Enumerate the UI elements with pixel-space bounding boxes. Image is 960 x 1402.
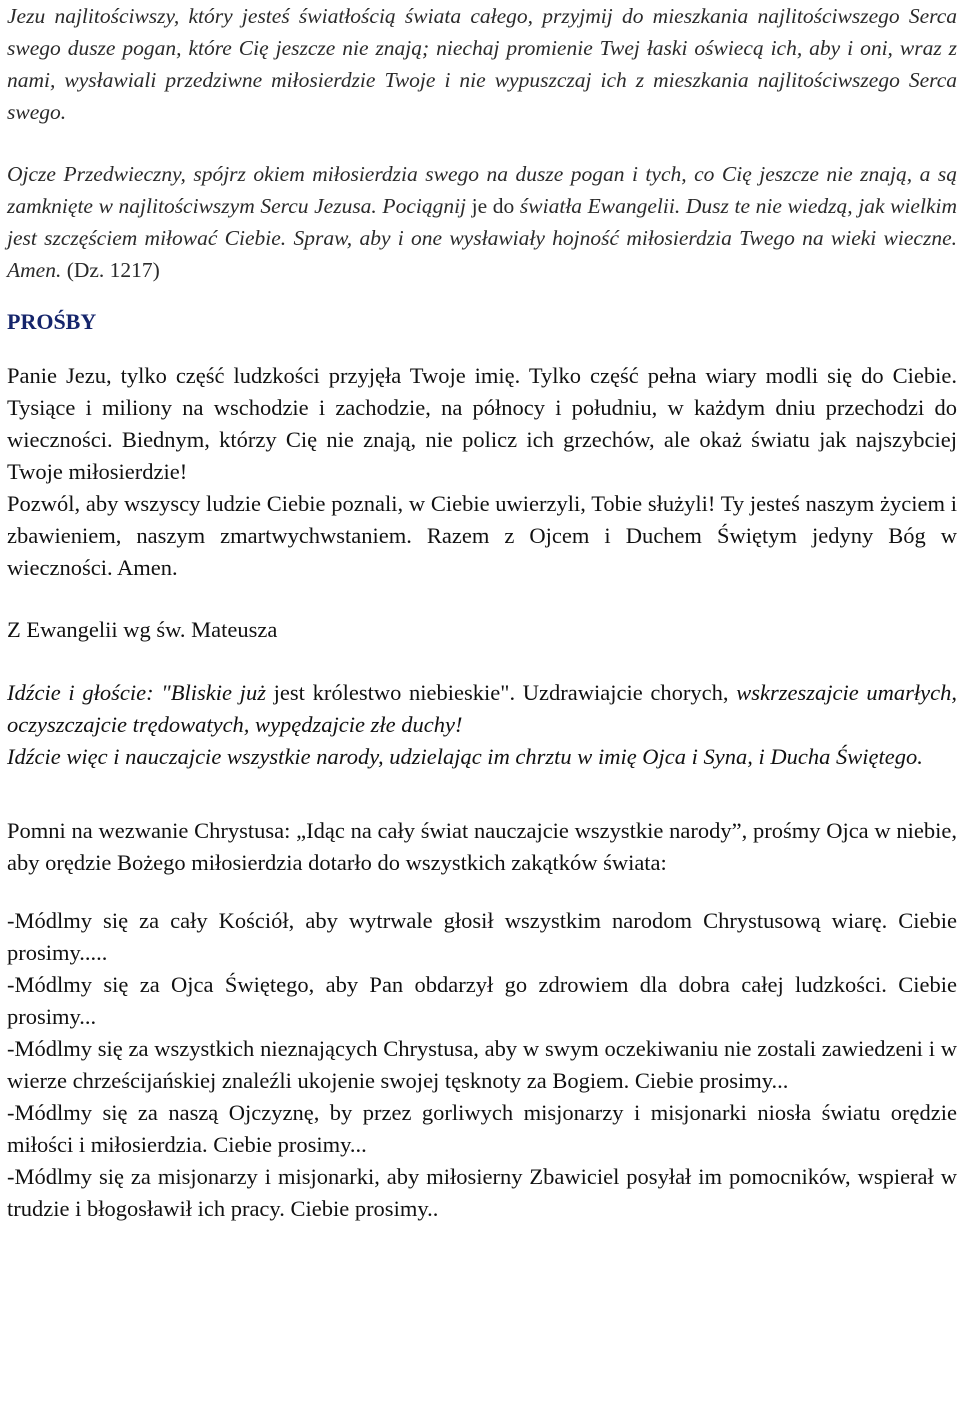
gospel-verse-2: Idźcie więc i nauczajcie wszystkie narody, udzielając im chrztu w imię Ojca i Syna, i Ducha Świętego. [7, 744, 923, 769]
petition-intro-2: Pozwól, aby wszyscy ludzie Ciebie poznali, w Ciebie uwierzyli, Tobie służyli! Ty jesteś naszym życiem i zbawieniem, naszym zmartwychwstaniem. Razem z Ojcem i Duchem Świętym jedyny Bóg w wieczności. Amen. [7, 491, 957, 580]
petition-intro: Panie Jezu, tylko część ludzkości przyjęła Twoje imię. Tylko część pełna wiary modli się do Ciebie. Tysiące i miliony na wschodzie i zachodzie, na północy i południu, w każdym dniu przechodzi do wieczności. Biednym, którzy Cię nie znają, nie policz ich grzechów, ale okaż światu jak najszybciej Twoje miłosierdzie! [7, 363, 957, 484]
document-page [7, 0, 957, 1225]
gospel-1-c: wskrzeszajcie umarłych, oczyszczajcie trędowatych, wypędzajcie złe duchy! [7, 680, 957, 737]
call-to-prayer: Pomni na wezwanie Chrystusa: „Idąc na cały świat nauczajcie wszystkie narody”, prośmy Ojca w niebie, aby orędzie Bożego miłosierdzia dotarło do wszystkich zakątków świata: [7, 818, 957, 875]
section-heading: PROŚBY [7, 309, 97, 334]
intercession-item: -Módlmy się za Ojca Świętego, aby Pan obdarzył go zdrowiem dla dobra całej ludzkości. Ciebie prosimy... [7, 972, 957, 1029]
prayer-2-text-a: Ojcze Przedwieczny, spójrz okiem miłosierdzia swego na dusze pogan i tych, co Cię jeszcze nie znają, a są zamknięte w najlitościwszym Sercu Jezusa. Pociągnij [7, 162, 957, 218]
intercession-item: -Módlmy się za misjonarzy i misjonarki, aby miłosierny Zbawiciel posyłał im pomocników, wspierał w trudzie i błogosławił ich pracy. Ciebie prosimy.. [7, 1164, 957, 1221]
intercessions-list [7, 905, 957, 1225]
intercession-item: -Módlmy się za cały Kościół, aby wytrwale głosił wszystkim narodom Chrystusową wiarę. Ciebie prosimy..... [7, 908, 957, 965]
prayer-paragraph-1: Jezu najlitościwszy, który jesteś światłością świata całego, przyjmij do mieszkania najlitościwszego Serca swego dusze pogan, które Cię jeszcze nie znają; niechaj promienie Twej łaski oświecą ich, aby i oni, wraz z nami, wysławiali przedziwne miłosierdzie Twoje i nie wypuszczaj ich z mieszkania najlitościwszego Serca swego. [7, 4, 957, 124]
intercession-item: -Módlmy się za wszystkich nieznających Chrystusa, aby w swym oczekiwaniu nie zostali zawiedzeni i w wierze chrześcijańskiej znaleźli ukojenie swojej tęsknoty za Bogiem. Ciebie prosimy... [7, 1036, 957, 1093]
diary-reference: (Dz. 1217) [66, 258, 160, 282]
prayer-paragraph-2 [7, 158, 957, 286]
gospel-title: Z Ewangelii wg św. Mateusza [7, 617, 278, 642]
gospel-1-b: jest królestwo niebieskie". Uzdrawiajcie chorych, [273, 680, 729, 705]
intercession-item: -Módlmy się za naszą Ojczyznę, by przez gorliwych misjonarzy i misjonarki niosła światu orędzie miłości i miłosierdzia. Ciebie prosimy... [7, 1100, 957, 1157]
gospel-1-a: Idźcie i głoście: "Bliskie już [7, 680, 274, 705]
prayer-2-text-c: światła Ewangelii. Dusz te nie wiedzą, jak wielkim jest szczęściem miłować Ciebie. Spraw, aby i one wysławiały hojność miłosierdzia Twego na wieki wieczne. Amen. [7, 194, 957, 282]
gospel-verse-1 [7, 677, 957, 741]
prayer-2-text-b: je do [471, 194, 515, 218]
